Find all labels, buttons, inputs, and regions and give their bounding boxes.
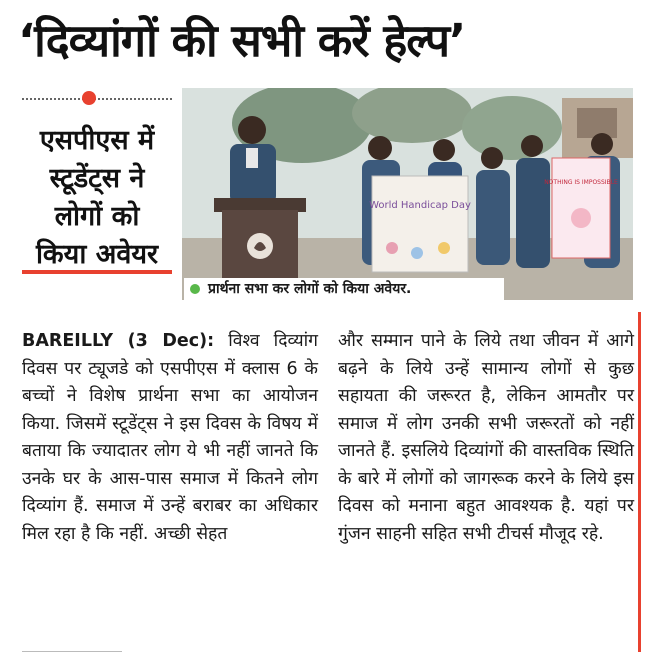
red-rule [22,270,172,274]
poster-text-right: NOTHING IS IMPOSSIBLE [544,179,618,186]
red-dot-marker [82,91,96,105]
sub-headline-line: लोगों को [54,201,140,232]
article-text-right: और सम्मान पाने के लिये तथा जीवन में आगे बढ़ने के लिये उन्हें सामान्य लोगों से कुछ सहायता की जरूरत है, लेकिन आमतौर पर समाज में लोग उनकी सभी जरूरतों को नहीं जानते हैं. इसलिये दिव्यांगों की वास्तविक स्थिति के बारे में लोगों को जागरूक करने के लिये इस दिवस को मनाना बहुत आवश्यक है. यहां पर गुंजन साहनी सहित सभी टीचर्स मौजूद रहे. [338,331,634,544]
dateline: BAREILLY (3 Dec): [22,331,215,351]
poster-text-left: World Handicap Day [369,200,471,211]
dotted-divider [22,98,172,100]
sub-headline-line: स्टूडेंट्स ने [49,163,145,194]
article-column-left [22,328,318,548]
caption-text: प्रार्थना सभा कर लोगों को किया अवेयर. [208,281,412,297]
article-column-right [338,328,634,548]
bottom-rule [22,651,122,652]
article-text-left: विश्व दिव्यांग दिवस पर ट्यूजडे को एसपीएस में क्लास 6 के बच्चों ने विशेष प्रार्थना सभा का आयोजन किया. जिसमें स्टूडेंट्स ने इस दिवस के विषय में बताया कि ज्यादातर लोग ये भी नहीं जानते कि उनके घर के आस-पास समाज में कितने लोग दिव्यांग हैं. समाज में उन्हें बराबर का अधिकार मिल रहा है कि नहीं. अच्छी सेहत [22,331,319,544]
sub-headline-line: किया अवेयर [35,239,159,270]
edge-accent-bar [638,312,641,652]
caption-bullet-icon [190,284,200,294]
news-photo [182,88,633,300]
sub-headline-line: एसपीएस में [39,125,155,156]
sub-headline [22,122,172,274]
headline: ‘दिव्यांगों की सभी करें हेल्प’ [18,14,466,67]
photo-caption [184,278,504,300]
